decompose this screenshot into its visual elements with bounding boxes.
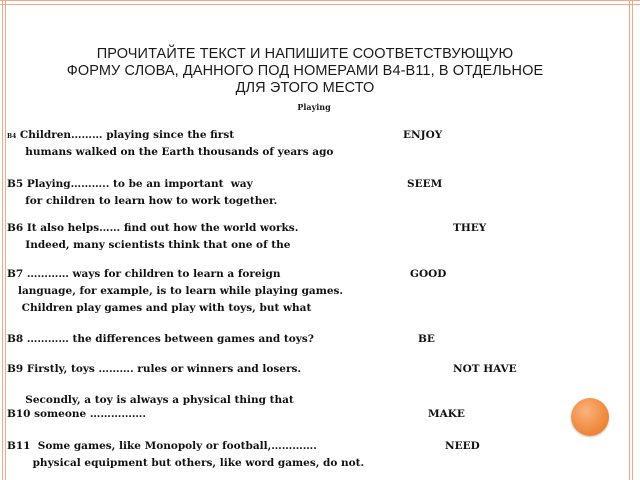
word-not-have: NOT HAVE bbox=[453, 363, 517, 375]
text-line: humans walked on the Earth thousands of years ago bbox=[7, 146, 334, 158]
title-line-1: ПРОЧИТАЙТЕ ТЕКСТ И НАПИШИТЕ СООТВЕТСТВУЮЩУЮ bbox=[96, 46, 514, 62]
border-right bbox=[629, 0, 630, 480]
text-line-b6: B6 It also helps…… find out how the world works. bbox=[7, 222, 299, 234]
text-line-b4-body: Children……… playing since the first bbox=[16, 129, 235, 141]
text-subtitle: Playing bbox=[297, 102, 331, 112]
decorative-circle bbox=[571, 398, 609, 436]
word-need: NEED bbox=[445, 440, 480, 452]
border-top bbox=[0, 0, 640, 1]
item-number-b4: B4 bbox=[7, 133, 17, 140]
text-line: language, for example, is to learn while playing games. bbox=[7, 285, 344, 297]
text-line-b11: B11 Some games, like Monopoly or football,…………. bbox=[7, 440, 317, 452]
word-be: BE bbox=[418, 333, 435, 345]
word-seem: SEEM bbox=[407, 178, 443, 190]
word-make: MAKE bbox=[428, 408, 465, 420]
border-right-inner bbox=[632, 0, 633, 480]
title-line-3: ДЛЯ ЭТОГО МЕСТО bbox=[235, 80, 375, 96]
word-good: GOOD bbox=[410, 268, 447, 280]
text-line-b5: B5 Playing……….. to be an important way bbox=[7, 178, 253, 190]
word-enjoy: ENJOY bbox=[403, 129, 443, 141]
text-line-b9: B9 Firstly, toys ………. rules or winners and losers. bbox=[7, 363, 302, 375]
title-line-2: ФОРМУ СЛОВА, ДАННОГО ПОД НОМЕРАМИ В4-В11, В ОТДЕЛЬНОЕ bbox=[66, 63, 544, 79]
text-line: Secondly, a toy is always a physical thing that bbox=[7, 394, 294, 406]
text-line: Children play games and play with toys, but what bbox=[7, 302, 312, 314]
text-line-b10: B10 someone ……………. bbox=[7, 408, 146, 420]
text-line: physical equipment but others, like word games, do not. bbox=[7, 457, 365, 469]
text-line: for children to learn how to work together. bbox=[7, 195, 278, 207]
text-line-b4 bbox=[7, 129, 234, 141]
word-they: THEY bbox=[453, 222, 487, 234]
text-line: Indeed, many scientists think that one of the bbox=[7, 239, 291, 251]
text-line-b8: B8 ………… the differences between games and toys? bbox=[7, 333, 314, 345]
page-title bbox=[0, 46, 610, 97]
border-top-inner bbox=[0, 4, 640, 5]
text-line-b7: B7 ………… ways for children to learn a foreign bbox=[7, 268, 281, 280]
